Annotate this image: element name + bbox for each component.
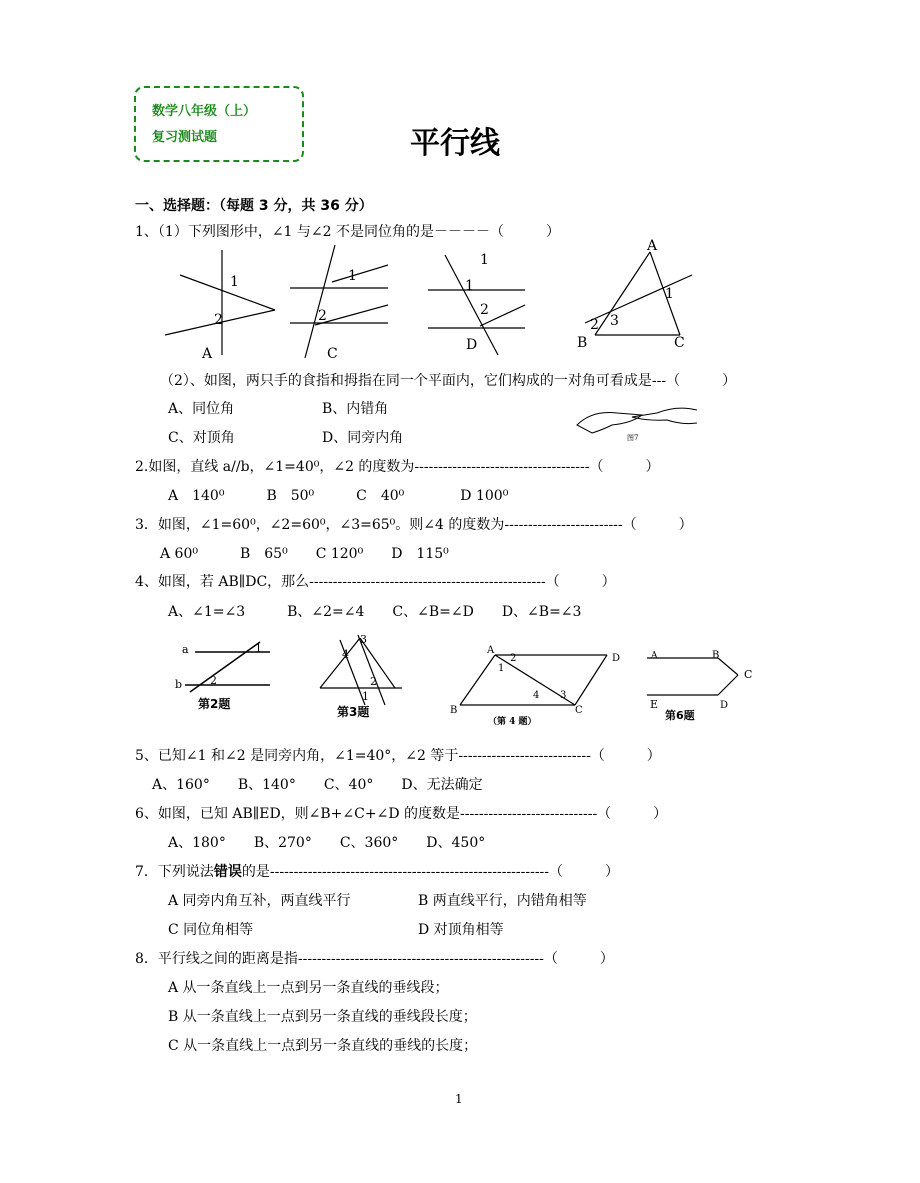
left-hand-sketch xyxy=(577,413,642,434)
page-number: 1 xyxy=(455,1092,463,1106)
header-box xyxy=(134,86,304,162)
fig4-caption: （第 4 题） xyxy=(488,717,537,727)
q8-stem: 8．平行线之间的距离是指----------------------------------------------------（ ） xyxy=(135,951,614,967)
q1-figB-label-B: B xyxy=(577,335,588,351)
q3-options: A 60⁰ B 65⁰ C 120⁰ D 115⁰ xyxy=(160,546,449,562)
fig4-label-B: B xyxy=(450,705,458,716)
q1-figB-label-3: 3 xyxy=(610,313,619,329)
figure-row xyxy=(170,630,770,730)
fig4-label-3: 3 xyxy=(560,690,567,701)
q3-stem: 3．如图，∠1=60⁰，∠2=60⁰，∠3=65⁰。则∠4 的度数为-------------------------（ ） xyxy=(135,517,693,533)
q1-figC-letter: C xyxy=(327,346,338,362)
fig4-line xyxy=(460,655,495,705)
q1-figA-label-1: 1 xyxy=(230,274,239,290)
q7-stem-b: 的是-----------------------------------------------------------（ ） xyxy=(241,864,620,880)
fig3-caption: 第3题 xyxy=(337,705,370,719)
q1-figures xyxy=(160,240,720,365)
q7-opt-a: A 同旁内角互补，两直线平行 xyxy=(168,893,351,909)
q5-options: A、160° B、140° C、40° D、无法确定 xyxy=(152,777,483,793)
q7-stem-bold: 错误 xyxy=(213,864,242,880)
fig2-label-b: b xyxy=(175,678,183,691)
q1-figD-letter: D xyxy=(466,337,478,353)
q1-opt-a: A、同位角 xyxy=(168,401,235,417)
fig3-label-1: 1 xyxy=(362,690,369,703)
fig4-label-C: C xyxy=(575,705,583,716)
fig4-label-A: A xyxy=(487,645,495,656)
fig4-line xyxy=(575,655,607,705)
fig6-caption: 第6题 xyxy=(665,709,695,722)
header-box-line2: 复习测试题 xyxy=(152,130,218,145)
q8-opt-a: A 从一条直线上一点到另一条直线的垂线段； xyxy=(168,980,449,996)
q2-options: A 140⁰ B 50⁰ C 40⁰ D 100⁰ xyxy=(168,488,509,504)
hands-caption: 图7 xyxy=(627,434,639,442)
q1-opt-c: C、对顶角 xyxy=(168,430,235,446)
q6-options: A、180° B、270° C、360° D、450° xyxy=(168,835,486,851)
q7-opt-c: C 同位角相等 xyxy=(168,922,254,938)
fig6-label-D: D xyxy=(720,700,729,711)
fig6-label-E: E xyxy=(650,698,659,711)
q8-opt-b: B 从一条直线上一点到另一条直线的垂线段长度； xyxy=(168,1009,477,1025)
q7-stem xyxy=(135,861,619,881)
fig4-label-2: 2 xyxy=(510,653,517,664)
header-box-line1: 数学八年级（上） xyxy=(152,104,257,119)
q7-stem-a: 7．下列说法 xyxy=(135,864,214,880)
q1-figD-label-1b: 1 xyxy=(465,278,474,294)
fig6-line-bc xyxy=(718,658,738,675)
fig3-line xyxy=(320,638,360,688)
q1-figB-label-2: 2 xyxy=(590,317,599,333)
fig2-label-a: a xyxy=(182,643,189,656)
q1-figB-line xyxy=(585,275,692,323)
q4-stem: 4、如图，若 AB∥DC，那么--------------------------------------------------（ ） xyxy=(135,574,616,590)
fig6-label-C: C xyxy=(744,668,753,681)
q1-figC-line xyxy=(305,245,335,358)
fig4-label-D: D xyxy=(612,653,621,664)
q1-figB-label-C: C xyxy=(674,335,685,351)
fig3-label-4: 4 xyxy=(342,648,349,661)
page-title: 平行线 xyxy=(410,126,500,161)
q5-stem: 5、已知∠1 和∠2 是同旁内角，∠1=40°，∠2 等于----------------------------（ ） xyxy=(135,748,661,764)
fig3-label-3: 3 xyxy=(360,633,367,646)
q1-figB-label-1: 1 xyxy=(665,286,674,302)
q6-stem: 6、如图，已知 AB∥ED，则∠B+∠C+∠D 的度数是-----------------------------（ ） xyxy=(135,806,668,822)
q1-opt-b: B、内错角 xyxy=(322,401,389,417)
hands-figure xyxy=(572,395,702,445)
q1-figC-label-1: 1 xyxy=(348,268,357,284)
q1-figA-line xyxy=(180,275,275,310)
fig4-label-1: 1 xyxy=(498,663,505,674)
q1-figB-label-A: A xyxy=(647,238,658,254)
q4-options: A、∠1=∠3 B、∠2=∠4 C、∠B=∠D D、∠B=∠3 xyxy=(168,604,582,620)
q1-figC-label-2: 2 xyxy=(318,308,327,324)
fig2-label-2: 2 xyxy=(210,674,217,687)
q1-figB-line xyxy=(595,252,650,335)
fig6-line-cd xyxy=(718,675,738,695)
q1-part2: （2）、如图，两只手的食指和拇指在同一个平面内，它们构成的一对角可看成是---（ ） xyxy=(160,373,737,389)
q1-opt-d: D、同旁内角 xyxy=(322,430,404,446)
section-heading: 一、选择题：（每题 3 分，共 36 分） xyxy=(135,198,373,214)
q8-opt-c: C 从一条直线上一点到另一条直线的垂线的长度； xyxy=(168,1038,478,1054)
fig2-label-1: 1 xyxy=(255,642,262,655)
fig4-label-4: 4 xyxy=(533,690,540,701)
fig6-label-A: A xyxy=(651,651,658,661)
q7-opt-d: D 对顶角相等 xyxy=(418,922,504,938)
q1-figC-line xyxy=(332,265,388,282)
right-hand-sketch xyxy=(632,408,697,423)
q2-stem: 2.如图，直线 a//b，∠1=40⁰，∠2 的度数为-------------------------------------（ ） xyxy=(135,459,660,475)
fig6-label-B: B xyxy=(712,650,720,661)
q7-opt-b: B 两直线平行，内错角相等 xyxy=(418,893,587,909)
q1-part1: 1、（1）下列图形中，∠1 与∠2 不是同位角的是－－－－（ ） xyxy=(135,224,560,240)
q1-figA-letter: A xyxy=(202,346,213,362)
fig2-caption: 第2题 xyxy=(198,697,231,711)
fig3-label-2: 2 xyxy=(370,675,377,688)
q1-figD-label-2: 2 xyxy=(480,302,489,318)
q1-figD-label-1: 1 xyxy=(480,252,489,268)
q1-figA-label-2: 2 xyxy=(214,312,223,328)
